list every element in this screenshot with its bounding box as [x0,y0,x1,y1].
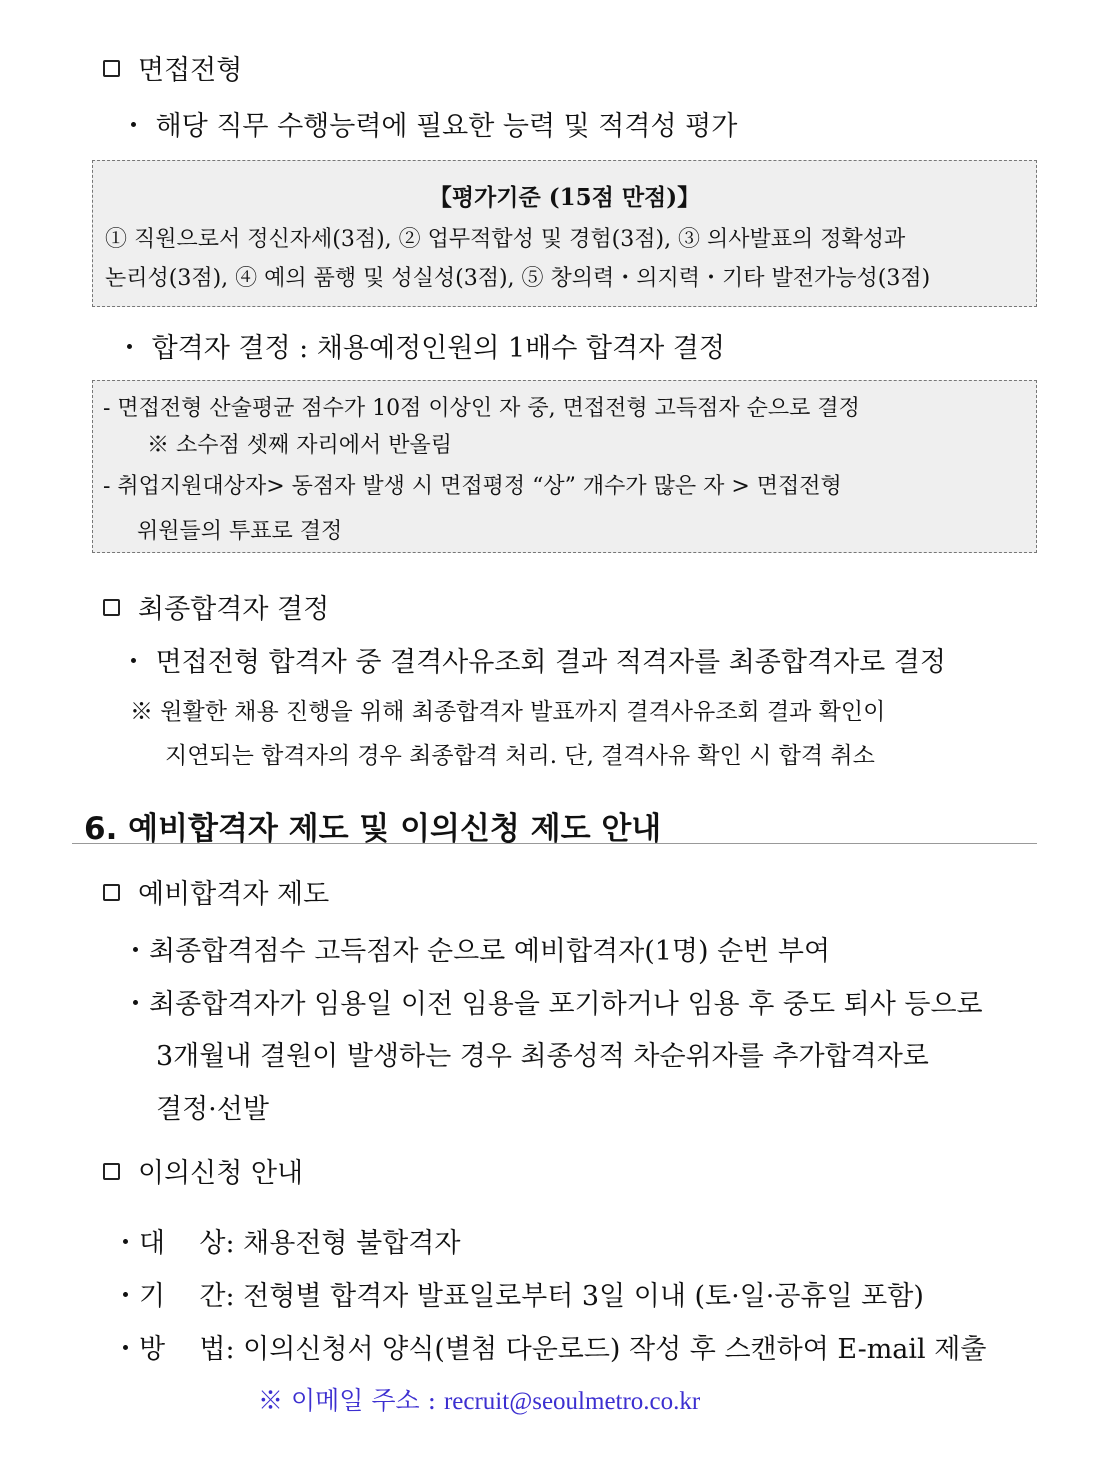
section-appeal [103,1151,303,1190]
checkbox-square-icon [103,1163,120,1180]
criteria-line: 논리성(3점), ④ 예의 품행 및 성실성(3점), ⑤ 창의력・의지력・기타 발전가능성(3점) [105,266,931,291]
heading-divider [72,843,1037,844]
final-bullet: ・ 면접전형 합격자 중 결격사유조회 결과 적격자를 최종합격자로 결정 [120,647,946,678]
reserve-bullet-cont: 3개월내 결원이 발생하는 경우 최종성적 차순위자를 추가합격자로 [156,1041,929,1072]
section-title: 이의신청 안내 [138,1158,304,1189]
section-title: 면접전형 [138,55,243,86]
rule-line: 위원들의 투표로 결정 [137,519,343,544]
rule-line: - 면접전형 산술평균 점수가 10점 이상인 자 중, 면접전형 고득점자 순으로 결정 [103,396,860,421]
criteria-line: ① 직원으로서 정신자세(3점), ② 업무적합성 및 경험(3점), ③ 의사발표의 정확성과 [105,227,906,252]
criteria-box [92,160,1037,307]
interview-bullet-ability: ・ 해당 직무 수행능력에 필요한 능력 및 적격성 평가 [120,111,738,142]
email-link[interactable]: recruit@seoulmetro.co.kr [443,1388,701,1415]
appeal-email [258,1381,700,1417]
final-note: 지연되는 합격자의 경우 최종합격 처리. 단, 결격사유 확인 시 합격 취소 [165,743,875,769]
reserve-bullet: ・최종합격점수 고득점자 순으로 예비합격자(1명) 순번 부여 [122,936,831,967]
section-interview [103,48,242,87]
section-title: 예비합격자 제도 [138,879,330,910]
checkbox-square-icon [103,884,120,901]
appeal-target: ・대 상: 채용전형 불합격자 [112,1228,461,1259]
final-note: ※ 원활한 채용 진행을 위해 최종합격자 발표까지 결격사유조회 결과 확인이 [130,699,886,725]
section-6-heading: 6. 예비합격자 제도 및 이의신청 제도 안내 [84,811,662,847]
appeal-method: ・방 법: 이의신청서 양식(별첨 다운로드) 작성 후 스캔하여 E-mail 제출 [112,1334,987,1365]
section-reserve [103,872,329,911]
rule-line: - 취업지원대상자> 동점자 발생 시 면접평정 “상” 개수가 많은 자 > 면접전형 [103,474,842,499]
interview-bullet-decision: ・ 합격자 결정 : 채용예정인원의 1배수 합격자 결정 [116,333,725,364]
criteria-title: 【평가기준 (15점 만점)】 [428,184,701,211]
section-title: 최종합격자 결정 [138,594,330,625]
rule-note: ※ 소수점 셋째 자리에서 반올림 [147,433,452,458]
reserve-bullet: ・최종합격자가 임용일 이전 임용을 포기하거나 임용 후 중도 퇴사 등으로 [122,989,983,1020]
checkbox-square-icon [103,599,120,616]
checkbox-square-icon [103,60,120,77]
email-label: ※ 이메일 주소 : [258,1386,444,1415]
appeal-period: ・기 간: 전형별 합격자 발표일로부터 3일 이내 (토·일·공휴일 포함) [112,1281,924,1312]
decision-rule-box [92,380,1037,553]
reserve-bullet-cont: 결정·선발 [156,1094,269,1125]
section-final [103,587,329,626]
